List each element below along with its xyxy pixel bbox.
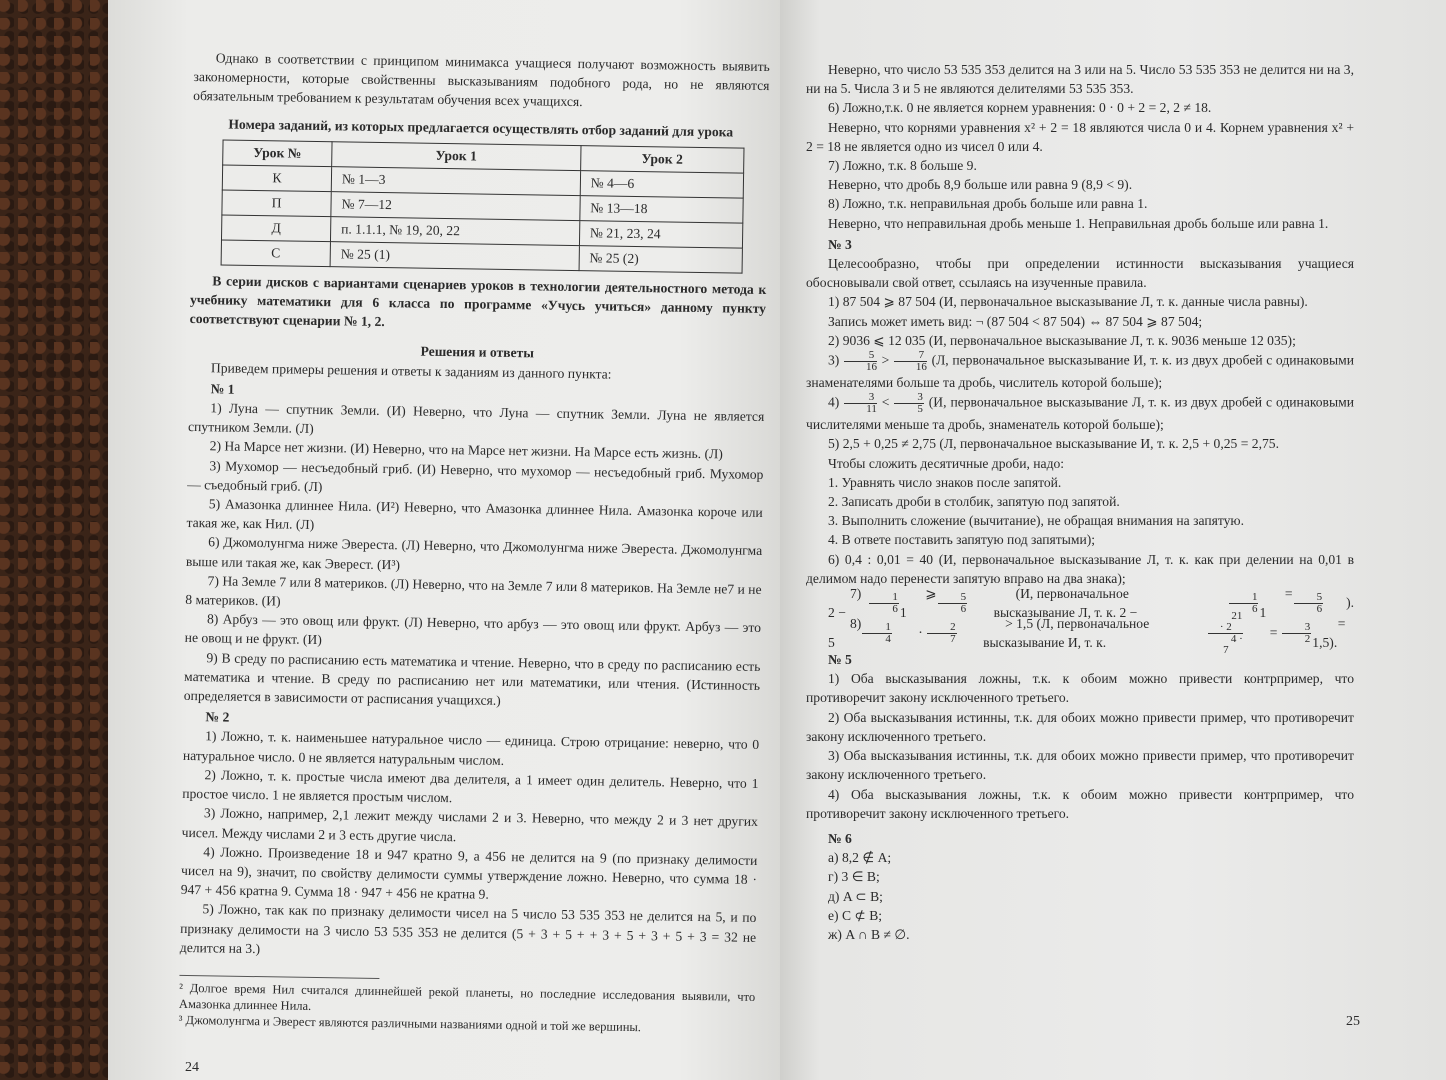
list-item: 4) Оба высказывания ложны, т.к. к обоим можно привести контрпример, что противоречит закону исключенного третьего.	[806, 786, 1354, 821]
list-item: 5) Ложно, так как по признаку делимости чисел на 5 число 53 535 353 не делится на 5, и по признаку делимости на 3 число 53 535 353 не делится (5 + 3 + 5 + + 3 + 5 + 3 + 5 + 3 = 32 не делится на 3.)	[179, 901, 757, 956]
table-header-cell: Урок №	[223, 140, 332, 167]
fraction: $\frac{5}{6}$	[938, 592, 968, 615]
task-2-label: № 2	[205, 709, 230, 725]
list-item: а) 8,2 ∉ A;	[828, 850, 892, 866]
right-column	[806, 60, 1354, 944]
footnote-2: ² Долгое время Нил считался длиннейшей рекой планеты, но последние исследования выявили, что Амазонка длиннее Нила.	[178, 980, 756, 1013]
task-3-label: № 3	[828, 236, 852, 252]
task-1-label: № 1	[210, 381, 235, 397]
list-item: 2) 9036 ⩽ 12 035 (И, первоначальное высказывание Л, т. к. 9036 меньше 12 035);	[828, 332, 1296, 348]
list-item: 8) Ложно, т.к. неправильная дробь больше или равна 1.	[828, 196, 1148, 212]
rule-item: 2. Записать дроби в столбик, запятую под запятой.	[828, 494, 1120, 510]
list-item: 8) Арбуз — это овощ или фрукт. (Л) Неверно, что арбуз — это овощ или фрукт. Арбуз — это не овощ и не фрукт. (И)	[184, 611, 762, 648]
list-item: д) A ⊂ B;	[828, 888, 883, 904]
list-item: е) C ⊄ B;	[828, 907, 883, 923]
table-header-cell: Урок 2	[580, 145, 744, 173]
task-3-intro: Целесообразно, чтобы при определении истинности высказывания учащиеся обосновывали свой ответ, ссылаясь на изученные правила.	[806, 256, 1354, 291]
list-item: Неверно, что число 53 535 353 делится на 3 или на 5. Число 53 535 353 не делится ни на 3, ни на 5. Числа 3 и 5 не являются делителями 53 535 353.	[806, 62, 1354, 97]
solutions-title: Решения и ответы	[420, 344, 535, 361]
task-6-label: № 6	[828, 830, 852, 846]
list-item: 4) Ложно. Произведение 18 и 947 кратно 9, а 456 не делится на 9 (по признаку делимости чисел на 9), значит, по свойству делимости суммы утверждение ложно. Неверно, что сумма 18 · 947 + 456 кратна 9. Сумма 18 · 947 + 456 не кратна 9.	[180, 843, 758, 902]
table-cell: № 4—6	[580, 170, 744, 198]
list-item: 6) Джомолунгма ниже Эвереста. (Л) Неверно, что Джомолунгма ниже Эвереста. Джомолунгма выше или такая же, как Эверест. (И³)	[185, 534, 763, 572]
list-item: 2) На Марсе нет жизни. (И) Неверно, что на Марсе нет жизни. На Марсе есть жизнь. (Л)	[209, 438, 723, 462]
footnote-3: ³ Джомолунгма и Эверест являются различными названиями одной и той же вершины.	[178, 1012, 642, 1035]
fraction: $\frac{2}{7}$	[927, 622, 957, 645]
list-item: 5) Амазонка длиннее Нила. (И²) Неверно, что Амазонка длиннее Нила. Амазонка короче или такая же, как Нил. (Л)	[186, 496, 763, 533]
table-cell: № 7—12	[331, 191, 580, 220]
page-number-left: 24	[185, 1060, 199, 1075]
list-item: 3) Ложно, например, 2,1 лежит между числами 2 и 3. Неверно, что между 2 и 3 нет других чисел. Между числами 2 и 3 есть другие числа.	[181, 805, 759, 844]
list-item: Неверно, что неправильная дробь меньше 1. Неправильная дробь больше или равна 1.	[828, 215, 1329, 231]
right-page	[780, 0, 1446, 1080]
list-item: Запись может иметь вид: ¬ (87 504 < 87 504) ⇔ 87 504 ⩾ 87 504;	[828, 313, 1203, 329]
list-item: 1) 87 504 ⩾ 87 504 (И, первоначальное высказывание Л, т. к. данные числа равны).	[828, 294, 1308, 310]
left-page	[108, 0, 780, 1080]
list-item: 8) 5 $\frac{1}{4}$ · $\frac{2}{7}$ > 1,5 (Л, первоначальное высказывание И, т. к. $\frac{21 \cdot 2}{4 \cdot 7}$ = $\frac{3}{2}$ = 1,5).	[828, 609, 1346, 656]
table-cell: № 21, 23, 24	[579, 220, 743, 248]
fraction: $\frac{5}{6}$	[1294, 592, 1324, 615]
list-item: 9) В среду по расписанию есть математика и чтение. Неверно, что в среду по расписанию есть математика и чтение. В среду по расписанию нет или математики, или чтения. (Истинность определяется в зависимости от расписания учащихся.)	[183, 649, 761, 708]
item-prefix: 8) 5	[828, 615, 862, 651]
series-note: В серии дисков с вариантами сценариев уроков в технологии деятельностного метода к учебнику математики для 6 класса по программе «Учусь учиться» данному пункту соответствуют сценарии № 1, 2.	[189, 273, 767, 330]
fraction: $\frac{1}{4}$	[862, 622, 892, 645]
table-cell: П	[222, 190, 331, 217]
table-cell: К	[222, 165, 331, 192]
item-prefix: 7) 2 −	[828, 585, 862, 621]
list-item: 7) 2 − $\frac{1}{6}$ ⩾ 1 $\frac{5}{6}$ (И, первоначальное высказывание Л, т. к. 2 − $\frac{1}{6}$ = 1 $\frac{5}{6}$ ).	[806, 588, 1354, 618]
list-item: 1) Луна — спутник Земли. (И) Неверно, что Луна — спутник Земли. Луна не является спутником Земли. (Л)	[187, 400, 765, 437]
list-item: 2) Ложно, т. к. простые числа имеют два делителя, а 1 имеет один делитель. Неверно, что 1 простое число. 1 не является простым числом.	[182, 767, 759, 806]
rule-item: 3. Выполнить сложение (вычитание), не обращая внимания на запятую.	[828, 513, 1244, 529]
item-text: > 1,5 (Л, первоначальное высказывание И, т. к.	[983, 615, 1150, 651]
table-cell: С	[221, 240, 330, 267]
rule-item: 4. В ответе поставить запятую под запятыми);	[828, 532, 1096, 548]
table-cell: п. 1.1.1, № 19, 20, 22	[330, 216, 579, 245]
list-item: 6) 0,4 : 0,01 = 40 (И, первоначальное высказывание Л, т. к. как при делении на 0,01 в делимом надо перенести запятую вправо на два знака);	[806, 551, 1354, 586]
rules-intro: Чтобы сложить десятичные дроби, надо:	[828, 455, 1065, 471]
item-prefix: 4)	[828, 394, 840, 410]
footnotes	[179, 975, 756, 1037]
rule-item: 1. Уравнять число знаков после запятой.	[828, 474, 1062, 490]
table-cell: № 25 (1)	[330, 241, 579, 270]
fraction: $\frac{3}{11}$	[844, 392, 877, 415]
list-item: 6) Ложно,т.к. 0 не является корнем уравнения: 0 · 0 + 2 = 2, 2 ≠ 18.	[828, 100, 1212, 116]
item-text: (И, первоначальное высказывание Л, т. к. из двух дробей с одинаковыми числителями меньше та дробь, знаменатель которой больше);	[806, 394, 1354, 433]
fraction: $\frac{21 \cdot 2}{4 \cdot 7}$	[1208, 611, 1243, 656]
list-item: Неверно, что корнями уравнения x² + 2 = 18 являются числа 0 и 4. Корнем уравнения x² + 2 = 18 не является одно из чисел 0 или 4.	[806, 119, 1354, 154]
list-item: ж) A ∩ B ≠ ∅.	[828, 926, 910, 942]
footnote-rule	[179, 975, 379, 979]
fraction: $\frac{1}{6}$	[869, 592, 899, 615]
table-cell: № 13—18	[580, 195, 744, 223]
list-item: 1) Оба высказывания ложны, т.к. к обоим можно привести контрпример, что противоречит закону исключенного третьего.	[806, 671, 1354, 706]
list-item: 5) 2,5 + 0,25 ≠ 2,75 (Л, первоначальное высказывание И, т. к. 2,5 + 0,25 = 2,75.	[828, 436, 1279, 452]
list-item: 2) Оба высказывания истинны, т.к. для обоих можно привести пример, что противоречит закону исключенного третьего.	[806, 709, 1354, 744]
list-item: 1) Ложно, т. к. наименьшее натуральное число — единица. Строю отрицание: неверно, что 0 натуральное число. 0 не является натуральным числом.	[182, 728, 760, 768]
item-text: (И, первоначальное высказывание Л, т. к. 2 −	[993, 585, 1138, 621]
list-item: Неверно, что дробь 8,9 больше или равна 9 (8,9 < 9).	[828, 177, 1133, 193]
list-item: 3) Мухомор — несъедобный гриб. (И) Неверно, что мухомор — несъедобный гриб. Мухомор — съедобный гриб. (Л)	[187, 457, 764, 494]
fraction: $\frac{1}{6}$	[1229, 592, 1259, 615]
intro-paragraph: Однако в соответствии с принципом минимакса учащиеся получают возможность выявить закономерности, которые свойственны высказываниям подобного рода, но не являются обязательным требованием к результатам обучения всех учащихся.	[193, 50, 770, 110]
left-column	[179, 48, 770, 1037]
lessons-table	[221, 139, 745, 273]
table-header-cell: Урок 1	[332, 141, 581, 170]
fraction: $\frac{7}{16}$	[894, 350, 927, 373]
fraction: $\frac{3}{5}$	[894, 392, 924, 415]
list-item: 7) Ложно, т.к. 8 больше 9.	[828, 158, 977, 174]
list-item: 3) Оба высказывания истинны, т.к. для обоих можно привести пример, что противоречит закону исключенного третьего.	[806, 748, 1354, 783]
list-item: 7) На Земле 7 или 8 материков. (Л) Неверно, что на Земле 7 или 8 материков. На Земле не7 и не 8 материков. (И)	[185, 573, 762, 609]
solutions-intro: Приведем примеры решения и ответы к заданиям из данного пункта:	[210, 359, 612, 382]
table-cell: Д	[221, 215, 330, 242]
item-text: (Л, первоначальное высказывание И, т. к. из двух дробей с одинаковыми знаменателями больше та дробь, числитель которой больше);	[806, 352, 1354, 391]
list-item: 3) $\frac{5}{16}$ > $\frac{7}{16}$ (Л, первоначальное высказывание И, т. к. из двух дробей с одинаковыми знаменателями больше та дробь, числитель которой больше);	[806, 349, 1354, 391]
list-item: 4) $\frac{3}{11}$ < $\frac{3}{5}$ (И, первоначальное высказывание Л, т. к. из двух дробей с одинаковыми числителями меньше та дробь, знаменатель которой больше);	[806, 391, 1354, 433]
fraction: $\frac{3}{2}$	[1282, 622, 1312, 645]
page-number-right: 25	[1346, 1014, 1360, 1029]
item-prefix: 3)	[828, 352, 840, 368]
task-5-label: № 5	[828, 652, 852, 668]
table-cell: № 1—3	[331, 166, 580, 195]
table-caption: Номера заданий, из которых предлагается осуществлять отбор заданий для урока	[228, 116, 734, 140]
table-cell: № 25 (2)	[579, 245, 743, 273]
fraction: $\frac{5}{16}$	[844, 350, 877, 373]
list-item: г) 3 ∈ B;	[828, 869, 880, 885]
